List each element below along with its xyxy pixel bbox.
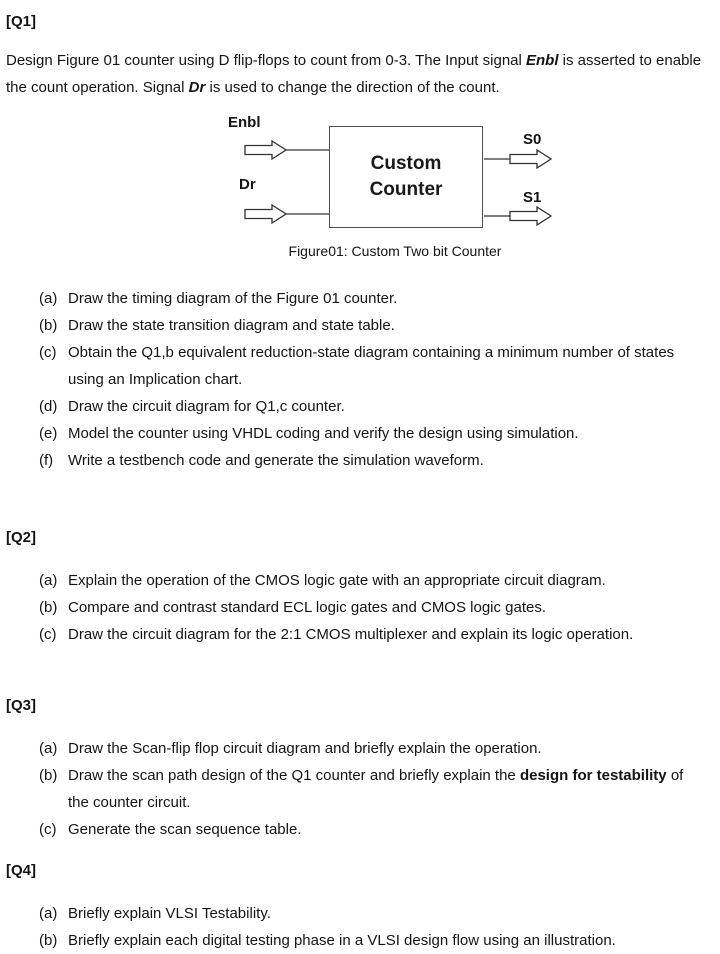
item-marker: (a) [39, 905, 58, 922]
item-text: Model the counter using VHDL coding and verify the design using simulation. [68, 425, 579, 442]
input-arrow-icon [244, 140, 329, 160]
item-text: Compare and contrast standard ECL logic gates and CMOS logic gates. [68, 599, 547, 616]
q1-item-list [6, 285, 714, 474]
q4-item-list [6, 900, 714, 954]
counter-block-title-line2: Counter [369, 179, 443, 200]
q1-intro-text-2: is asserted to enable the count operation. Signal [6, 52, 702, 96]
item-marker: (a) [39, 740, 58, 757]
item-marker: (c) [39, 344, 57, 361]
item-text [68, 762, 714, 816]
list-item [6, 816, 714, 843]
figure-caption: Figure01: Custom Two bit Counter [288, 243, 502, 259]
q1-intro-text-1: Design Figure 01 counter using D flip-flops to count from 0-3. The Input signal [6, 52, 526, 69]
item-marker: (c) [39, 821, 57, 838]
item-text: Generate the scan sequence table. [68, 821, 302, 838]
list-item [6, 762, 714, 816]
item-text: Draw the timing diagram of the Figure 01 counter. [68, 290, 398, 307]
item-text: Write a testbench code and generate the simulation waveform. [68, 452, 484, 469]
output-label-s0: S0 [523, 131, 542, 148]
output-arrow-icon [484, 149, 558, 169]
q3-label: [Q3] [6, 697, 36, 714]
signal-name-enbl: Enbl [526, 52, 559, 69]
q1-intro-paragraph [6, 47, 714, 101]
item-text-pre: Draw the scan path design of the Q1 counter and briefly explain the [68, 767, 520, 784]
item-text-post: of the counter circuit. [68, 767, 684, 811]
item-marker: (b) [39, 767, 58, 784]
item-marker: (a) [39, 290, 58, 307]
item-marker: (d) [39, 398, 58, 415]
item-text: Obtain the Q1,b equivalent reduction-state diagram containing a minimum number of states using an Implication chart. [68, 344, 675, 388]
q2-label: [Q2] [6, 529, 36, 546]
list-item [6, 447, 714, 474]
q1-label: [Q1] [6, 13, 36, 30]
output-arrow-icon [484, 206, 558, 226]
item-text: Briefly explain each digital testing phase in a VLSI design flow using an illustration. [68, 932, 616, 949]
input-label-enbl: Enbl [228, 114, 261, 131]
item-text: Draw the circuit diagram for Q1,c counter. [68, 398, 345, 415]
item-text-bold: design for testability [519, 767, 667, 784]
q1-intro-text-3: is used to change the direction of the count. [205, 79, 500, 96]
list-item [6, 621, 714, 648]
list-item [6, 339, 714, 393]
list-item [6, 900, 714, 927]
item-marker: (e) [39, 425, 58, 442]
counter-block [329, 126, 483, 228]
list-item [6, 285, 714, 312]
list-item [6, 594, 714, 621]
list-item [6, 420, 714, 447]
q2-item-list [6, 567, 714, 648]
signal-name-dr: Dr [188, 79, 206, 96]
input-label-dr: Dr [239, 176, 256, 193]
item-text: Explain the operation of the CMOS logic gate with an appropriate circuit diagram. [68, 572, 606, 589]
q4-label: [Q4] [6, 862, 36, 879]
item-marker: (b) [39, 599, 58, 616]
q3-item-list [6, 735, 714, 843]
item-text: Draw the state transition diagram and state table. [68, 317, 395, 334]
item-marker: (b) [39, 932, 58, 949]
item-text: Briefly explain VLSI Testability. [68, 905, 271, 922]
output-label-s1: S1 [523, 189, 542, 206]
list-item [6, 393, 714, 420]
list-item [6, 735, 714, 762]
item-marker: (a) [39, 572, 58, 589]
item-text: Draw the Scan-flip flop circuit diagram and briefly explain the operation. [68, 740, 542, 757]
list-item [6, 567, 714, 594]
item-marker: (b) [39, 317, 58, 334]
list-item [6, 927, 714, 954]
item-marker: (f) [39, 452, 54, 469]
figure-01-diagram [6, 111, 714, 269]
counter-block-title-line1: Custom [370, 153, 442, 174]
list-item [6, 312, 714, 339]
item-marker: (c) [39, 626, 57, 643]
input-arrow-icon [244, 204, 329, 224]
item-text: Draw the circuit diagram for the 2:1 CMOS multiplexer and explain its logic operation. [68, 626, 634, 643]
